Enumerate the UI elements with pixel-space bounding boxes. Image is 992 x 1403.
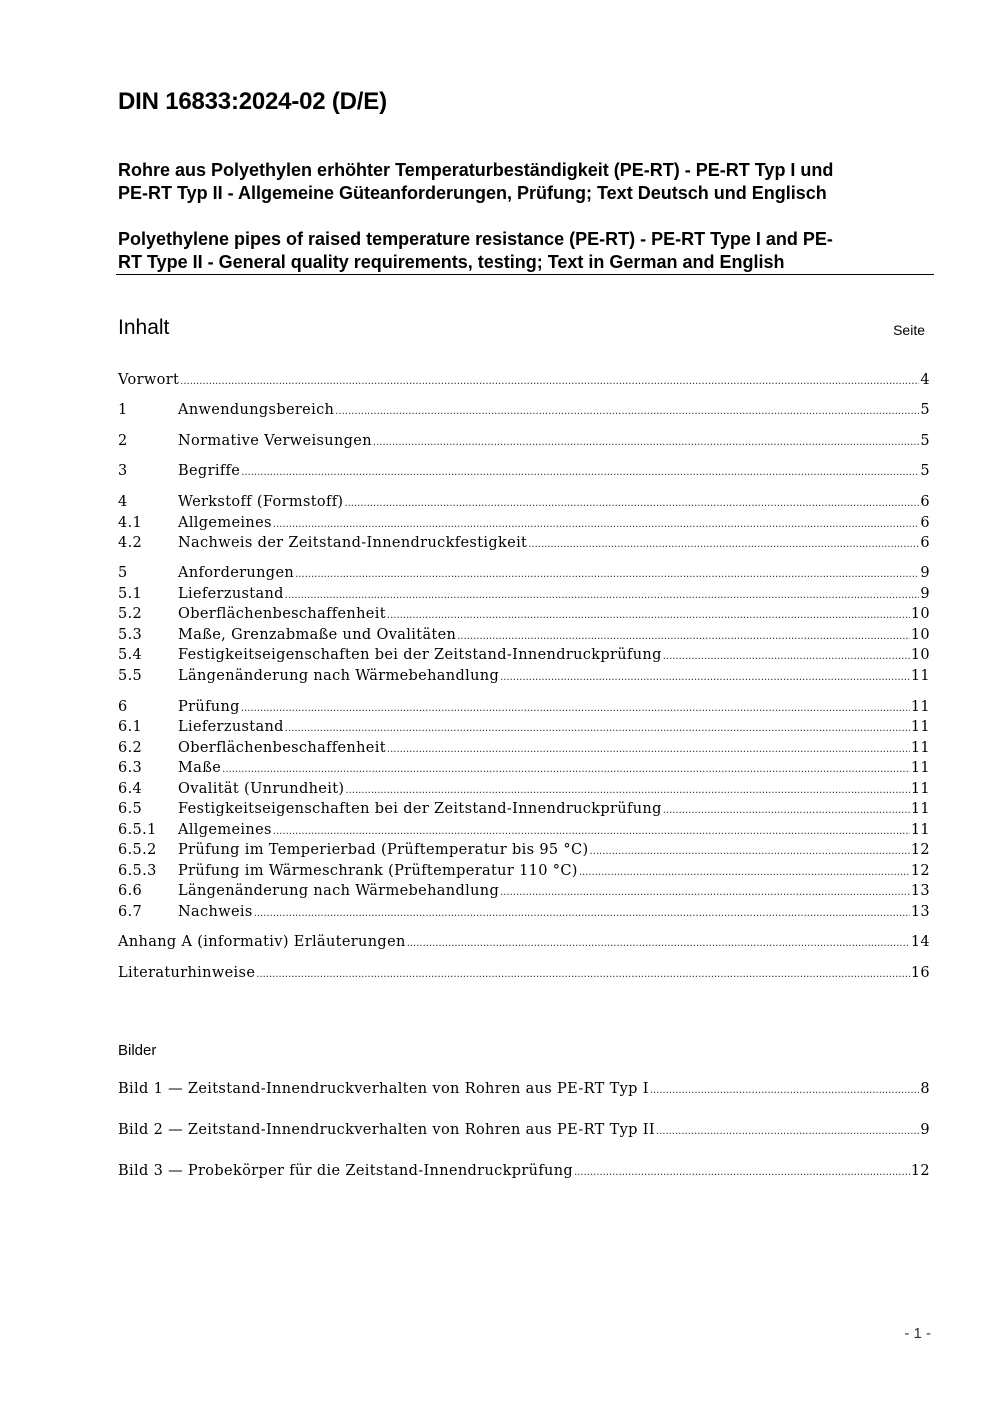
toc-entry-page: 11 (910, 668, 930, 684)
title-english-line-2: RT Type II - General quality requirements, testing; Text in German and English (118, 252, 785, 272)
figure-entry[interactable] (118, 1122, 930, 1142)
toc-entry-page: 5 (920, 402, 930, 418)
toc-entry-page: 11 (910, 760, 930, 776)
toc-leader (345, 785, 909, 796)
toc-entry-page: 11 (910, 699, 930, 715)
figure-entry-page: 12 (910, 1163, 930, 1179)
toc-entry-text: Anforderungen (178, 565, 295, 581)
title-english-line-1: Polyethylene pipes of raised temperature resistance (PE-RT) - PE-RT Type I and PE- (118, 229, 833, 249)
toc-entry-page: 14 (910, 934, 930, 950)
figure-entry[interactable] (118, 1163, 930, 1183)
toc-entry-number: 6.5.1 (118, 822, 157, 838)
figure-entry-text: Bild 2 — Zeitstand-Innendruckverhalten von Rohren aus PE-RT Typ II (118, 1122, 655, 1138)
toc-leader (589, 846, 909, 857)
toc-entry-text: Festigkeitseigenschaften bei der Zeitstand-Innendruckprüfung (178, 647, 662, 663)
toc-leader (335, 406, 919, 417)
toc-entry-text: Oberflächenbeschaffenheit (178, 606, 386, 622)
toc-leader (387, 610, 910, 621)
toc-entry[interactable] (118, 781, 930, 801)
figure-leader (650, 1085, 920, 1096)
toc-entry-number: 6.7 (118, 904, 143, 920)
toc-entry-number: 6.4 (118, 781, 143, 797)
toc-entry-page: 12 (910, 842, 930, 858)
toc-entry-text: Allgemeines (178, 515, 272, 531)
toc-entry-number: 6.1 (118, 719, 143, 735)
toc-entry-number: 4 (118, 494, 128, 510)
document-id: DIN 16833:2024-02 (D/E) (118, 88, 387, 115)
title-english (118, 228, 930, 274)
figure-leader (656, 1126, 920, 1137)
toc-leader (373, 437, 920, 448)
toc-entry-text: Literaturhinweise (118, 965, 256, 981)
toc-entry-number: 6.5 (118, 801, 143, 817)
title-german (118, 159, 930, 205)
toc-entry[interactable] (118, 647, 930, 667)
toc-leader (663, 805, 910, 816)
figures-heading: Bilder (118, 1042, 157, 1059)
toc-entry-number: 5.4 (118, 647, 143, 663)
toc-leader (254, 908, 910, 919)
toc-entry[interactable] (118, 586, 930, 606)
toc-entry-number: 6.2 (118, 740, 143, 756)
toc-leader (256, 969, 910, 980)
figure-entry-text: Bild 1 — Zeitstand-Innendruckverhalten von Rohren aus PE-RT Typ I (118, 1081, 649, 1097)
toc-entry[interactable] (118, 606, 930, 626)
toc-entry[interactable] (118, 760, 930, 780)
toc-entry-number: 1 (118, 402, 128, 418)
toc-entry-page: 9 (920, 586, 930, 602)
toc-entry-number: 6.6 (118, 883, 143, 899)
toc-leader (273, 826, 910, 837)
toc-entry-number: 5.5 (118, 668, 143, 684)
toc-entry-text: Längenänderung nach Wärmebehandlung (178, 668, 500, 684)
toc-leader (222, 764, 910, 775)
toc-entry[interactable] (118, 965, 930, 985)
toc-entry-text: Anhang A (informativ) Erläuterungen (118, 934, 406, 950)
toc-entry[interactable] (118, 934, 930, 954)
toc-entry-text: Normative Verweisungen (178, 433, 372, 449)
toc-entry-page: 5 (920, 463, 930, 479)
toc-entry-number: 5 (118, 565, 128, 581)
toc-entry-page: 13 (910, 883, 930, 899)
toc-entry-text: Vorwort (118, 372, 180, 388)
toc-entry-text: Längenänderung nach Wärmebehandlung (178, 883, 500, 899)
toc-entry-text: Prüfung (178, 699, 240, 715)
toc-entry[interactable] (118, 863, 930, 883)
toc-entry-page: 10 (910, 606, 930, 622)
toc-entry[interactable] (118, 515, 930, 535)
toc-entry-number: 6.3 (118, 760, 143, 776)
toc-entry[interactable] (118, 463, 930, 483)
toc-entry[interactable] (118, 883, 930, 903)
toc-entry[interactable] (118, 494, 930, 514)
toc-entry-number: 5.2 (118, 606, 143, 622)
figure-entry-text: Bild 3 — Probekörper für die Zeitstand-Innendruckprüfung (118, 1163, 574, 1179)
toc-leader (500, 887, 910, 898)
toc-heading: Inhalt (118, 316, 170, 339)
toc-entry-page: 13 (910, 904, 930, 920)
toc-entry-number: 6 (118, 699, 128, 715)
toc-leader (528, 539, 919, 550)
toc-leader (663, 651, 910, 662)
toc-entry-page: 9 (920, 565, 930, 581)
toc-entry-text: Anwendungsbereich (178, 402, 335, 418)
toc-leader (344, 498, 919, 509)
toc-entry-number: 4.2 (118, 535, 143, 551)
figure-entry[interactable] (118, 1081, 930, 1101)
toc-leader (241, 703, 910, 714)
toc-leader (387, 744, 910, 755)
figure-entry-page: 9 (920, 1122, 930, 1138)
toc-entry-text: Nachweis (178, 904, 253, 920)
title-divider (116, 274, 934, 275)
toc-entry-page: 6 (920, 494, 930, 510)
toc-entry-page: 10 (910, 627, 930, 643)
toc-entry-page: 11 (910, 822, 930, 838)
toc-entry-text: Festigkeitseigenschaften bei der Zeitstand-Innendruckprüfung (178, 801, 662, 817)
toc-leader (285, 590, 920, 601)
toc-entry[interactable] (118, 842, 930, 862)
toc-entry-page: 11 (910, 801, 930, 817)
toc-entry[interactable] (118, 565, 930, 585)
toc-entry-text: Begriffe (178, 463, 241, 479)
toc-entry-page: 11 (910, 740, 930, 756)
toc-entry-text: Werkstoff (Formstoff) (178, 494, 344, 510)
toc-entry[interactable] (118, 699, 930, 719)
toc-entry-text: Lieferzustand (178, 719, 284, 735)
toc-entry[interactable] (118, 627, 930, 647)
toc-entry-page: 16 (910, 965, 930, 981)
toc-entry-text: Nachweis der Zeitstand-Innendruckfestigkeit (178, 535, 528, 551)
toc-entry-number: 5.1 (118, 586, 143, 602)
toc-leader (180, 376, 919, 387)
toc-leader (241, 467, 919, 478)
toc-leader (273, 519, 920, 530)
page-number: - 1 - (904, 1325, 931, 1342)
toc-entry-page: 4 (920, 372, 930, 388)
toc-leader (579, 867, 910, 878)
toc-entry[interactable] (118, 535, 930, 555)
toc-entry-number: 3 (118, 463, 128, 479)
toc-entry-page: 10 (910, 647, 930, 663)
toc-leader (500, 672, 910, 683)
toc-entry-number: 5.3 (118, 627, 143, 643)
toc-entry[interactable] (118, 719, 930, 739)
toc-entry-text: Lieferzustand (178, 586, 284, 602)
toc-entry[interactable] (118, 740, 930, 760)
toc-entry-page: 6 (920, 515, 930, 531)
toc-entry[interactable] (118, 904, 930, 924)
toc-entry-number: 6.5.3 (118, 863, 157, 879)
toc-entry-text: Prüfung im Temperierbad (Prüftemperatur bis 95 °C) (178, 842, 589, 858)
toc-entry-number: 6.5.2 (118, 842, 157, 858)
toc-entry-page: 11 (910, 781, 930, 797)
toc-entry-number: 4.1 (118, 515, 143, 531)
toc-leader (457, 631, 910, 642)
toc-entry-page: 12 (910, 863, 930, 879)
toc-entry[interactable] (118, 822, 930, 842)
toc-entry[interactable] (118, 372, 930, 392)
title-german-line-1: Rohre aus Polyethylen erhöhter Temperaturbeständigkeit (PE-RT) - PE-RT Typ I und (118, 160, 834, 180)
toc-entry-page: 11 (910, 719, 930, 735)
toc-entry[interactable] (118, 801, 930, 821)
toc-leader (285, 723, 910, 734)
toc-entry-text: Prüfung im Wärmeschrank (Prüftemperatur 110 °C) (178, 863, 578, 879)
toc-entry[interactable] (118, 668, 930, 688)
toc-entry-number: 2 (118, 433, 128, 449)
toc-entry-page: 5 (920, 433, 930, 449)
toc-leader (295, 569, 919, 580)
toc-entry[interactable] (118, 402, 930, 422)
toc-entry-text: Ovalität (Unrundheit) (178, 781, 345, 797)
toc-entry[interactable] (118, 433, 930, 453)
toc-entry-text: Maße (178, 760, 222, 776)
toc-entry-text: Oberflächenbeschaffenheit (178, 740, 386, 756)
title-german-line-2: PE-RT Typ II - Allgemeine Güteanforderungen, Prüfung; Text Deutsch und Englisch (118, 183, 827, 203)
toc-page-column-label: Seite (893, 322, 925, 338)
toc-leader (407, 938, 910, 949)
figure-entry-page: 8 (920, 1081, 930, 1097)
toc-entry-text: Maße, Grenzabmaße und Ovalitäten (178, 627, 457, 643)
toc-entry-page: 6 (920, 535, 930, 551)
figure-leader (574, 1167, 910, 1178)
toc-entry-text: Allgemeines (178, 822, 272, 838)
